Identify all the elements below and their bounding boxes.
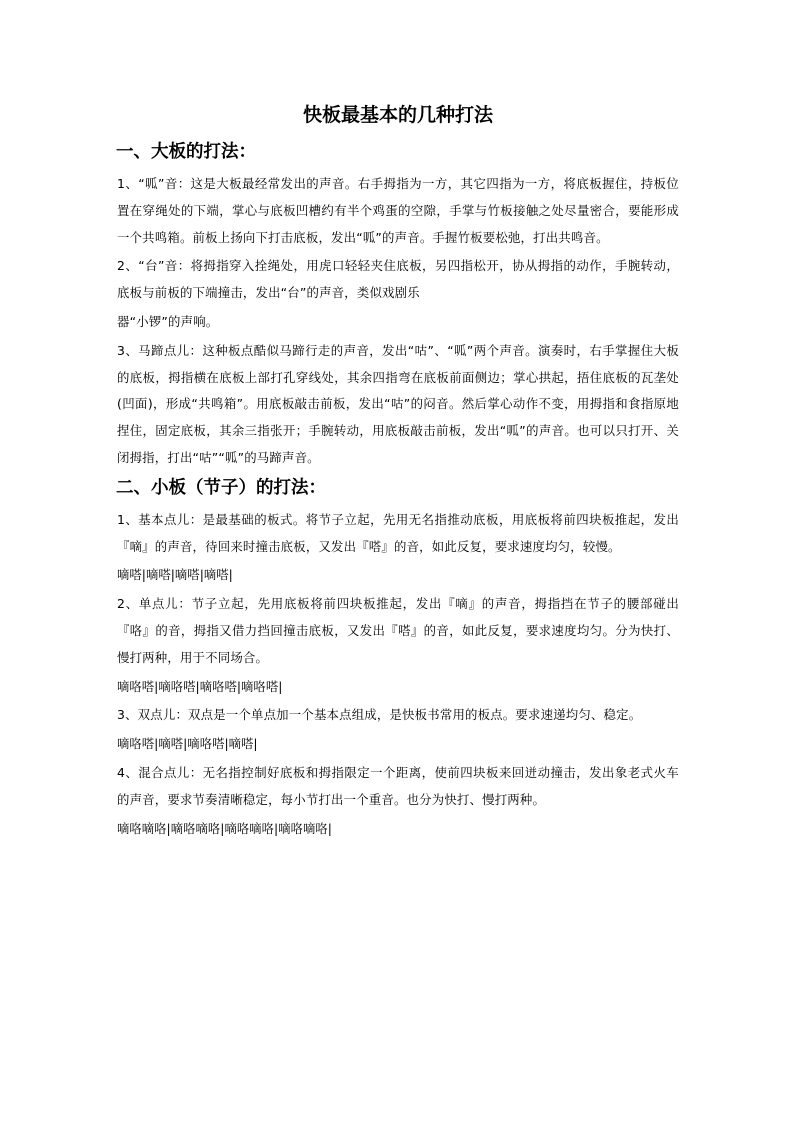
paragraph: 4、混合点儿：无名指控制好底板和拇指限定一个距离，使前四块板来回迸动撞击，发出象老式火车的声音，要求节奏清晰稳定，每小节打出一个重音。也分为快打、慢打两种。	[117, 764, 679, 807]
section-heading: 二、小板（节子）的打法：	[116, 477, 326, 498]
paragraph: 1、基本点儿：是最基础的板式。将节子立起，先用无名指推动底板，用底板将前四块板推起，发出『嘀』的声音，待回来时撞击底板，又发出『嗒』的音，如此反复，要求速度均匀，较慢。	[117, 511, 679, 554]
paragraph: 2、“台”音：将拇指穿入拴绳处，用虎口轻轻夹住底板，另四指松开，协从拇指的动作，手腕转动，底板与前板的下端撞击，发出“台”的声音，类似戏剧乐	[117, 258, 679, 301]
paragraph: 器“小锣”的声响。	[117, 313, 219, 329]
document-body	[117, 102, 679, 844]
section-small-board	[117, 476, 679, 843]
rhythm-pattern: 嘀嗒|嘀嗒|嘀嗒|嘀嗒|	[117, 567, 233, 583]
paragraph: 3、马蹄点儿：这种板点酷似马蹄行走的声音，发出“咕”、“呱”两个声音。演奏时，右手掌握住大板的底板，拇指横在底板上部打孔穿线处，其余四指弯在底板前面侧边；掌心拱起，捂住底板的瓦垄处(凹面)，形成“共鸣箱”。用底板敲击前板，发出“咕”的闷音。然后掌心动作不变，用拇指和食指原地捏住，固定底板，其余三指张开；手腕转动，用底板敲击前板，发出“呱”的声音。也可以只打开、关闭拇指，打出“咕”“呱”的马蹄声音。	[117, 342, 679, 465]
rhythm-pattern: 嘀咯嘀咯|嘀咯嘀咯|嘀咯嘀咯|嘀咯嘀咯|	[117, 820, 332, 836]
document-title: 快板最基本的几种打法	[302, 104, 493, 126]
section-big-board	[117, 140, 679, 472]
paragraph: 3、双点儿：双点是一个单点加一个基本点组成，是快板书常用的板点。要求速递均匀、稳定。	[117, 707, 642, 723]
rhythm-pattern: 嘀咯嗒|嘀咯嗒|嘀咯嗒|嘀咯嗒|	[117, 678, 283, 694]
section-heading: 一、大板的打法：	[116, 142, 256, 162]
paragraph: 1、“呱”音：这是大板最经常发出的声音。右手拇指为一方，其它四指为一方，将底板握住，持板位置在穿绳处的下端，掌心与底板凹槽约有半个鸡蛋的空隙，手掌与竹板接触之处尽量密合，要能形成一个共鸣箱。前板上扬向下打击底板，发出“呱”的声音。手握竹板要松弛，打出共鸣音。	[117, 176, 679, 245]
paragraph: 2、单点儿：节子立起，先用底板将前四块板推起，发出『嘀』的声音，拇指挡在节子的腰部碰出『咯』的音，拇指又借力挡回撞击底板，又发出『嗒』的音，如此反复，要求速度均匀。分为快打、慢打两种，用于不同场合。	[117, 596, 679, 665]
rhythm-pattern: 嘀咯嗒|嘀嗒|嘀咯嗒|嘀嗒|	[117, 736, 258, 752]
